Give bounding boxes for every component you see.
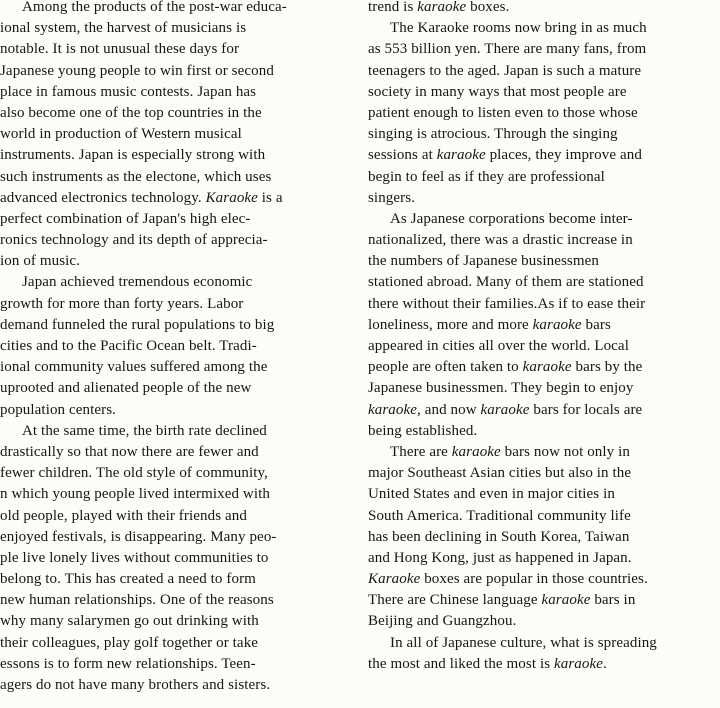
text-line: place in famous music contests. Japan has [0,83,257,100]
text-line: cities and to the Pacific Ocean belt. Tradi- [0,338,257,354]
text-line: demand funneled the rural populations to big [0,316,275,333]
text-line: ple live lonely lives without communities to [0,549,269,566]
text-line: teenagers to the aged. Japan is such a mature [368,62,642,79]
text-line: agers do not have many brothers and sisters. [0,677,271,693]
text-line: why many salarymen go out drinking with [0,613,259,630]
text-line: begin to feel as if they are professional [368,168,605,185]
text-line: people are often taken to karaoke bars by the [368,359,643,376]
text-line: Japanese businessmen. They begin to enjoy [368,380,634,397]
text-line: has been declining in South Korea, Taiwan [368,528,630,545]
text-line: n which young people lived intermixed with [0,486,270,503]
text-line: At the same time, the birth rate declined [22,422,267,439]
text-line: the most and liked the most is karaoke. [368,655,607,672]
text-line: patient enough to listen even to those whose [368,104,638,121]
text-line: In all of Japanese culture, what is spreading [390,634,657,651]
text-line: Japanese young people to win first or second [0,62,274,79]
text-line: Karaoke boxes are popular in those countries. [368,571,648,588]
text-line: belong to. This has created a need to form [0,571,256,588]
text-line: South America. Traditional community life [368,507,631,524]
text-line: As Japanese corporations become inter- [390,210,633,227]
text-line: trend is karaoke boxes. [368,0,510,15]
text-line: notable. It is not unusual these days for [0,41,240,58]
text-line: fewer children. The old style of community, [0,465,268,482]
text-line: singing is atrocious. Through the singing [368,126,618,143]
text-line: nationalized, there was a drastic increase in [368,232,633,249]
text-line: and Hong Kong, just as happened in Japan. [368,549,632,566]
text-line: drastically so that now there are fewer and [0,443,259,460]
text-line: essons is to form new relationships. Teen- [0,655,256,672]
text-line: There are karaoke bars now not only in [390,443,630,460]
text-line: advanced electronics technology. Karaoke is a [0,189,283,206]
left-text-column [0,0,345,696]
text-line: society in many ways that most people are [368,83,627,100]
text-line: being established. [368,422,478,439]
text-line: The Karaoke rooms now bring in as much [390,20,647,37]
text-line: ional system, the harvest of musicians is [0,20,247,37]
text-line: ional community values suffered among the [0,359,268,376]
text-line: population centers. [0,401,117,418]
text-line: as 553 billion yen. There are many fans, from [368,41,647,58]
text-line: United States and even in major cities in [368,486,615,503]
text-line: stationed abroad. Many of them are stationed [368,274,644,291]
text-line: ion of music. [0,253,81,270]
text-line: singers. [368,189,416,206]
text-line: Among the products of the post-war educa- [22,0,287,15]
text-line: loneliness, more and more karaoke bars [368,316,611,333]
text-line: appeared in cities all over the world. Local [368,338,629,354]
text-line: instruments. Japan is especially strong with [0,147,266,164]
text-line: karaoke, and now karaoke bars for locals are [368,401,643,418]
text-line: such instruments as the electone, which uses [0,168,272,185]
text-line: there without their families.As if to ease their [368,295,646,312]
text-line: the numbers of Japanese businessmen [368,253,599,270]
text-line: new human relationships. One of the reasons [0,592,274,609]
text-line: old people, played with their friends and [0,507,247,524]
text-line: major Southeast Asian cities but also in the [368,465,632,482]
text-line: growth for more than forty years. Labor [0,295,244,312]
text-line: ronics technology and its depth of apprecia- [0,232,268,249]
text-line: There are Chinese language karaoke bars in [368,592,636,609]
text-line: Japan achieved tremendous economic [22,274,253,291]
text-line: perfect combination of Japan's high elec- [0,210,251,227]
text-line: their colleagues, play golf together or take [0,634,259,651]
right-text-column [368,0,712,675]
text-line: Beijing and Guangzhou. [368,613,517,630]
text-line: sessions at karaoke places, they improve and [368,147,642,164]
text-line: uprooted and alienated people of the new [0,380,252,397]
text-line: world in production of Western musical [0,126,242,143]
text-line: also become one of the top countries in the [0,104,262,121]
text-line: enjoyed festivals, is disappearing. Many peo- [0,528,277,545]
